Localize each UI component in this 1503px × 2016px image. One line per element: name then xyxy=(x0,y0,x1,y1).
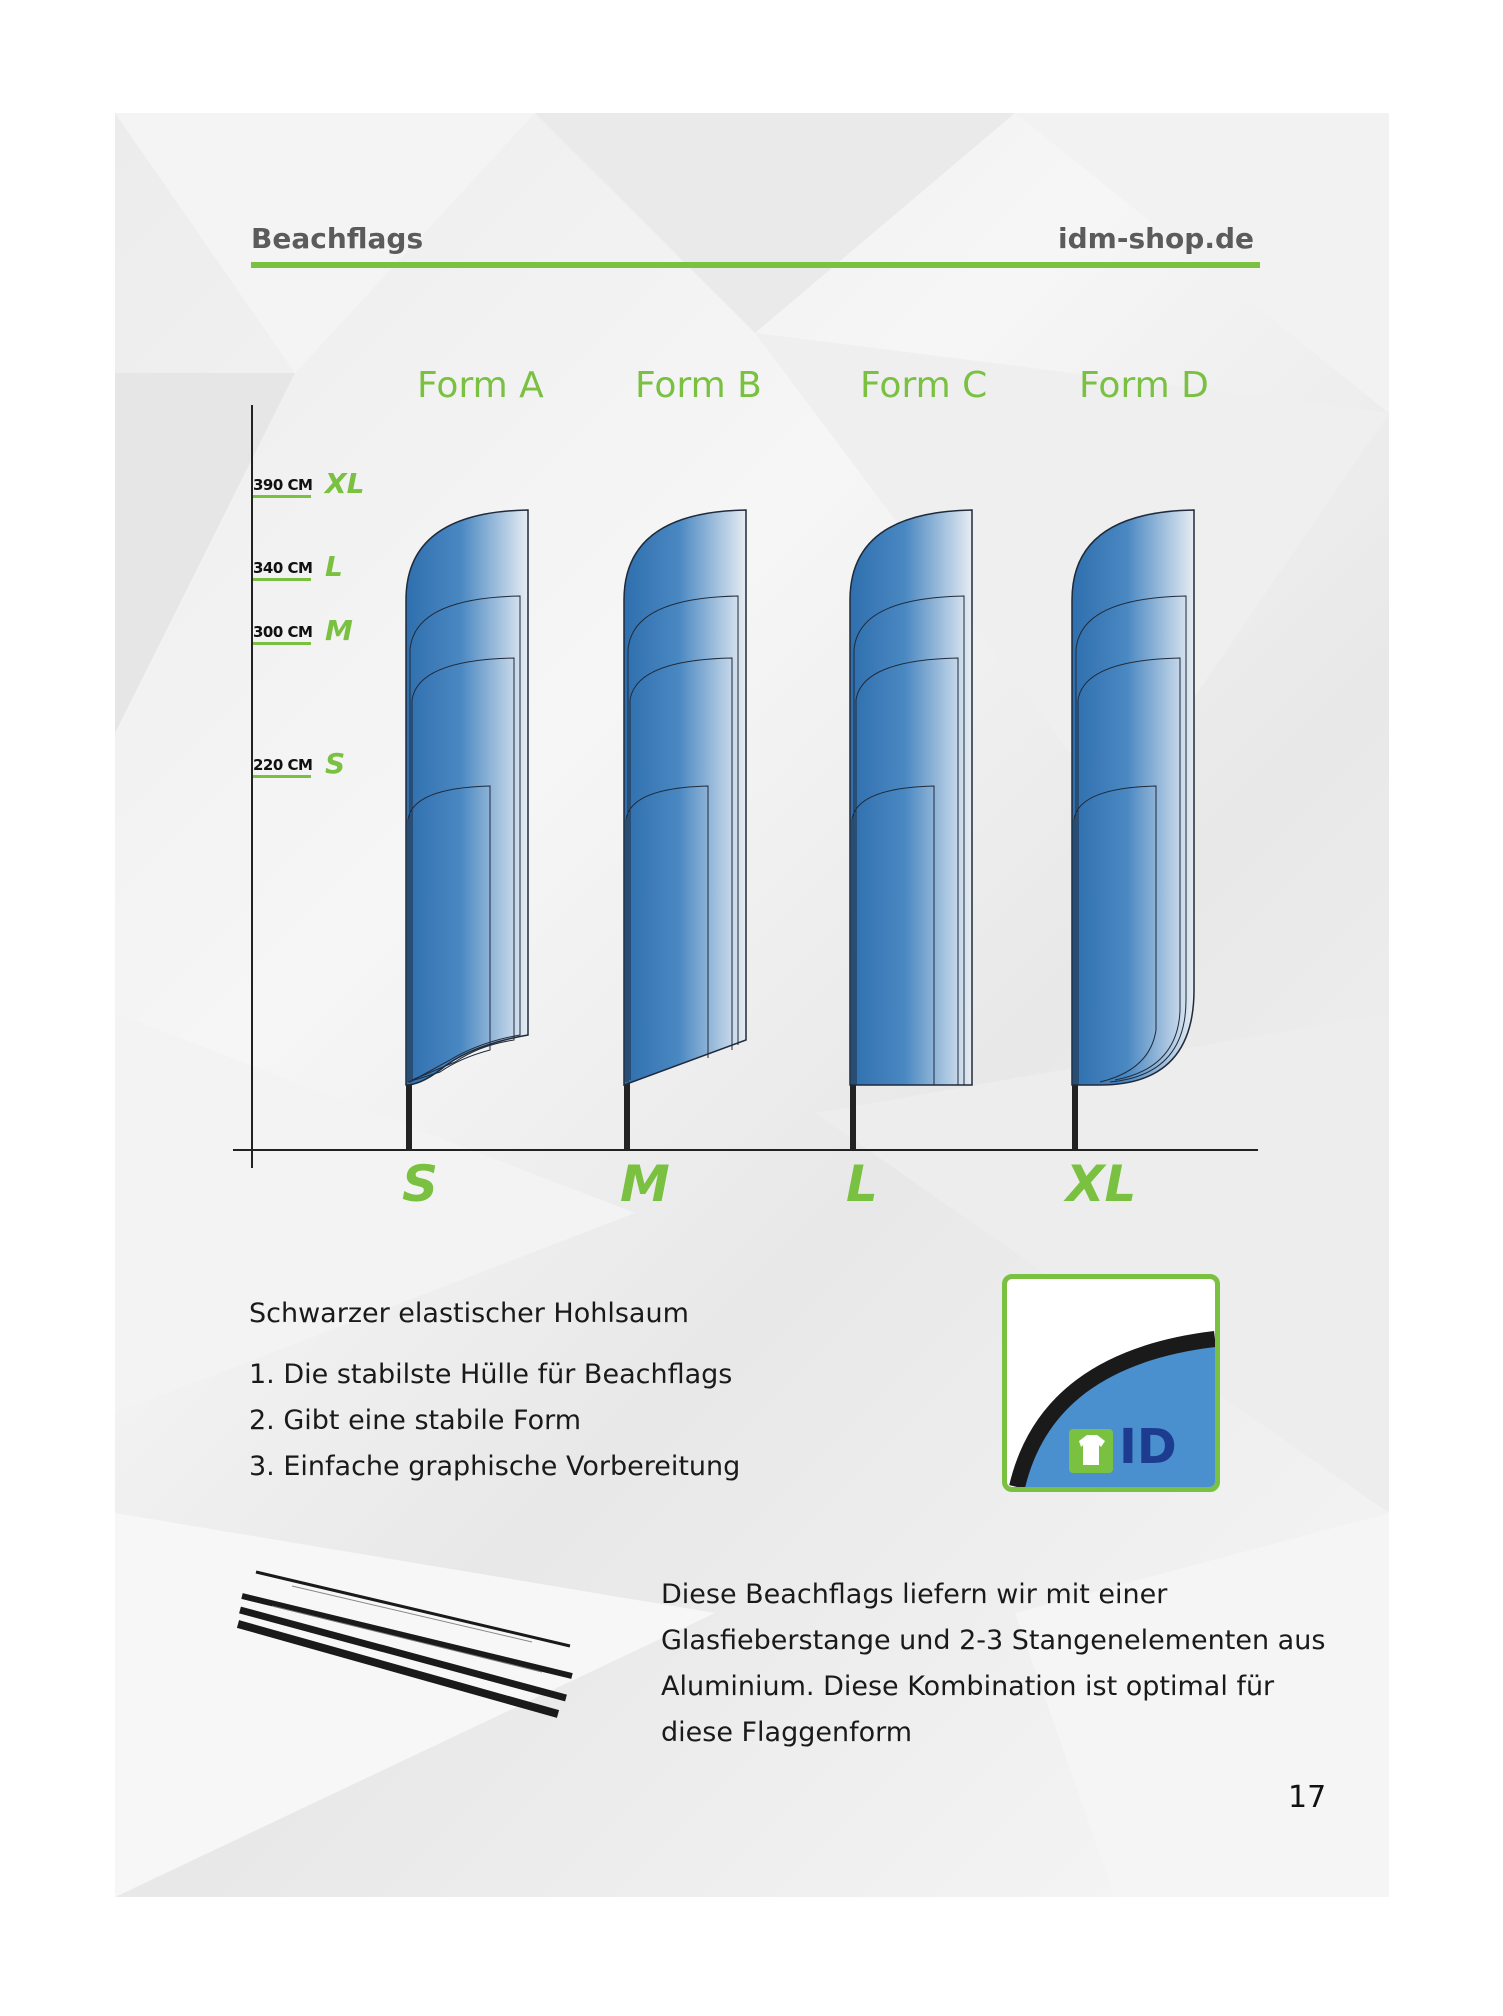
hem-feature-list xyxy=(249,1352,740,1490)
flag-form-a xyxy=(406,510,528,1150)
logo-text: ID xyxy=(1119,1419,1177,1475)
site-name: idm-shop.de xyxy=(1058,222,1254,255)
height-code: XL xyxy=(325,467,365,500)
height-code: S xyxy=(325,747,346,780)
pole-description: Diese Beachflags liefern wir mit einer Glasfieberstange und 2-3 Stangenelementen aus Aluminium. Diese Kombination ist optimal für diese Flaggenform xyxy=(661,1579,1326,1748)
page-title: Beachflags xyxy=(251,222,424,255)
height-cm: 300 CM xyxy=(253,623,313,641)
form-d-label: Form D xyxy=(1079,365,1209,406)
flag-form-b xyxy=(624,510,746,1150)
pole-3 xyxy=(240,1610,566,1698)
height-code: L xyxy=(325,550,343,583)
form-c-label: Form C xyxy=(860,365,988,406)
height-cm: 390 CM xyxy=(253,476,313,494)
size-label-l: L xyxy=(846,1155,878,1213)
height-code: M xyxy=(325,614,353,647)
page-number: 17 xyxy=(1288,1780,1327,1815)
form-b-label: Form B xyxy=(635,365,762,406)
flag-form-c xyxy=(850,510,972,1150)
hem-detail-image xyxy=(1002,1274,1220,1492)
pole-4 xyxy=(238,1624,558,1714)
size-label-m: M xyxy=(620,1155,670,1213)
size-label-xl: XL xyxy=(1066,1155,1137,1213)
list-item: 3. Einfache graphische Vorbereitung xyxy=(249,1451,741,1482)
height-cm: 340 CM xyxy=(253,559,313,577)
hem-illustration xyxy=(1007,1279,1215,1487)
form-a-label: Form A xyxy=(417,365,544,406)
pole-illustration xyxy=(232,1560,582,1730)
list-item: 2. Gibt eine stabile Form xyxy=(249,1405,582,1436)
flag-form-d xyxy=(1072,510,1194,1150)
hem-title: Schwarzer elastischer Hohlsaum xyxy=(249,1298,689,1329)
height-cm: 220 CM xyxy=(253,756,313,774)
size-label-s: S xyxy=(402,1155,439,1213)
list-item: 1. Die stabilste Hülle für Beachflags xyxy=(249,1359,733,1390)
